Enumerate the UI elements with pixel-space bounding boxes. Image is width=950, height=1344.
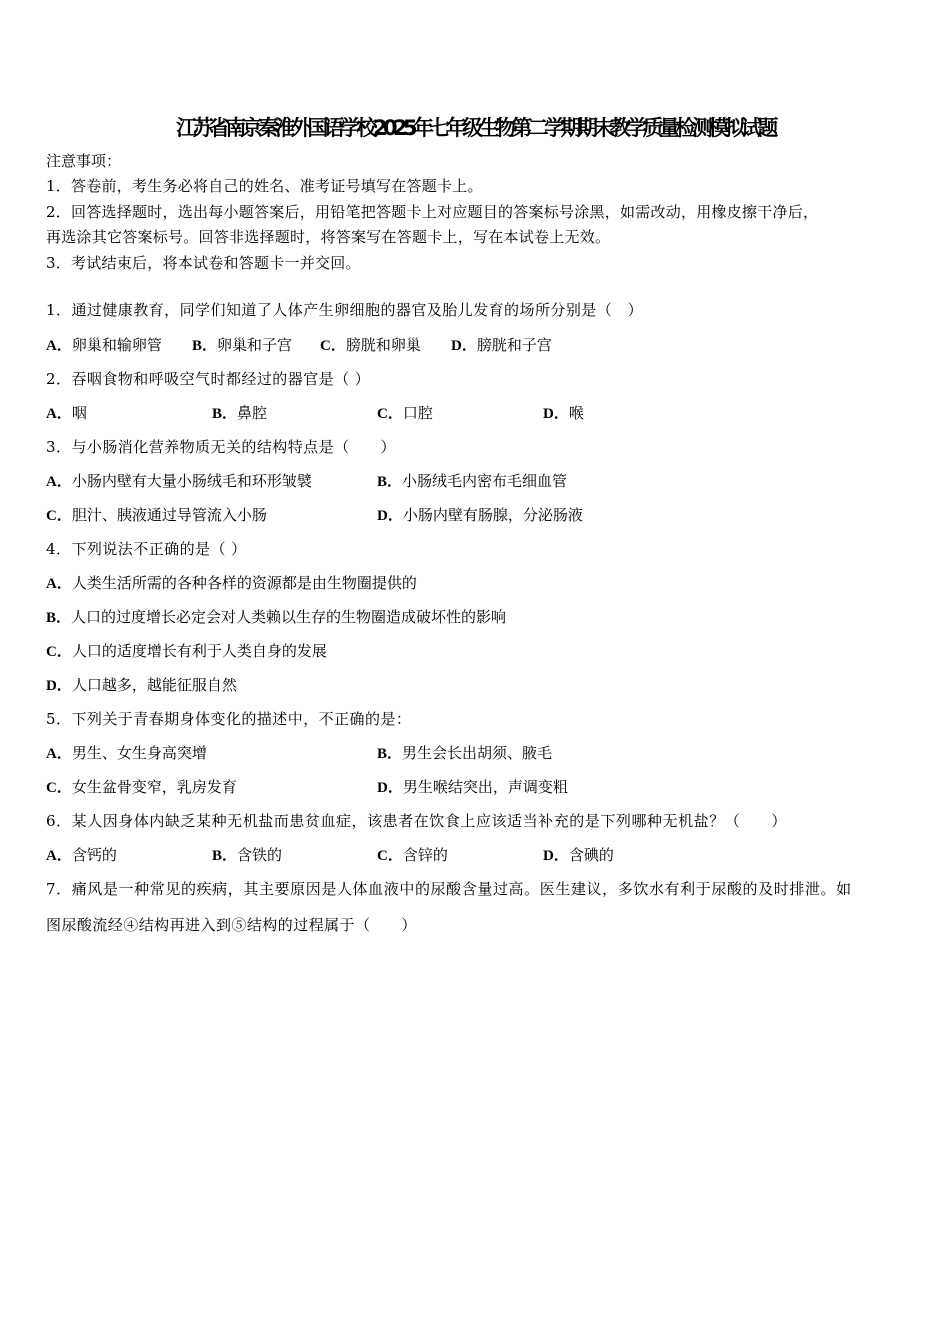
- notice-heading: 注意事项：: [46, 152, 122, 170]
- question-6-option-d: [543, 845, 614, 866]
- question-6-option-b: [212, 845, 282, 866]
- option-key: D．: [377, 780, 403, 796]
- option-text: 人口的适度增长有利于人类自身的发展: [71, 642, 327, 660]
- option-key: A．: [46, 746, 72, 762]
- question-4-option-b: [46, 607, 506, 628]
- question-2-option-b: [212, 403, 267, 424]
- option-key: D．: [377, 508, 403, 524]
- question-1-option-b: [192, 335, 292, 356]
- option-key: B．: [377, 746, 403, 762]
- notice-line: 1．答卷前，考生务必将自己的姓名、准考证号填写在答题卡上。: [46, 177, 483, 195]
- option-key: B．: [46, 610, 72, 626]
- option-text: 膀胱和子宫: [476, 336, 552, 354]
- option-text: 人口越多，越能征服自然: [71, 676, 237, 694]
- option-key: B．: [377, 474, 403, 490]
- exam-title: 江苏省南京秦淮外国语学校2025年七年级生物第二学期期末教学质量检测模拟试题: [176, 116, 774, 140]
- question-5-stem: 5．下列关于青春期身体变化的描述中，不正确的是：: [46, 710, 412, 728]
- option-key: D．: [451, 338, 477, 354]
- notice-line: 3．考试结束后，将本试卷和答题卡一并交回。: [46, 254, 361, 272]
- notice-line: 再选涂其它答案标号。回答非选择题时，将答案写在答题卡上，写在本试卷上无效。: [46, 228, 611, 246]
- option-text: 含锌的: [402, 846, 448, 864]
- question-4-stem: 4．下列说法不正确的是（ ）: [46, 540, 247, 558]
- option-text: 小肠内壁有肠腺，分泌肠液: [402, 506, 583, 524]
- question-6-stem: 6．某人因身体内缺乏某种无机盐而患贫血症，该患者在饮食上应该适当补充的是下列哪种无机盐？（ ）: [46, 812, 787, 830]
- option-text: 女生盆骨变窄，乳房发育: [71, 778, 237, 796]
- option-text: 鼻腔: [237, 404, 268, 422]
- option-text: 卵巢和输卵管: [71, 336, 162, 354]
- option-key: A．: [46, 848, 72, 864]
- option-key: C．: [46, 644, 72, 660]
- question-1-option-d: [451, 335, 552, 356]
- option-key: A．: [46, 576, 72, 592]
- question-3-option-c: [46, 505, 267, 526]
- option-text: 口腔: [402, 404, 433, 422]
- option-text: 胆汁、胰液通过导管流入小肠: [71, 506, 267, 524]
- option-key: B．: [212, 406, 238, 422]
- option-text: 小肠内壁有大量小肠绒毛和环形皱襞: [71, 472, 312, 490]
- option-key: A．: [46, 474, 72, 490]
- option-text: 含钙的: [71, 846, 117, 864]
- question-1-option-c: [320, 335, 421, 356]
- option-key: C．: [46, 508, 72, 524]
- option-key: C．: [320, 338, 346, 354]
- option-key: A．: [46, 406, 72, 422]
- question-5-option-b: [377, 743, 552, 764]
- notice-line: 2．回答选择题时，选出每小题答案后，用铅笔把答题卡上对应题目的答案标号涂黑，如需改动，用橡皮擦干净后，: [46, 203, 819, 221]
- question-3-option-a: [46, 471, 312, 492]
- option-key: C．: [46, 780, 72, 796]
- option-text: 人类生活所需的各种各样的资源都是由生物圈提供的: [71, 574, 417, 592]
- option-text: 膀胱和卵巢: [345, 336, 421, 354]
- option-text: 人口的过度增长必定会对人类赖以生存的生物圈造成破坏性的影响: [71, 608, 507, 626]
- option-key: C．: [377, 848, 403, 864]
- question-4-option-c: [46, 641, 327, 662]
- option-key: D．: [543, 406, 569, 422]
- question-3-stem: 3．与小肠消化营养物质无关的结构特点是（ ）: [46, 438, 396, 456]
- question-1-option-a: [46, 335, 162, 356]
- option-text: 小肠绒毛内密布毛细血管: [402, 472, 568, 490]
- question-7-stem-line: 图尿酸流经④结构再进入到⑤结构的过程属于（ ）: [46, 916, 417, 934]
- question-5-option-d: [377, 777, 568, 798]
- question-6-option-c: [377, 845, 448, 866]
- question-2-option-a: [46, 403, 87, 424]
- question-3-option-b: [377, 471, 567, 492]
- question-7-stem-line: 7．痛风是一种常见的疾病，其主要原因是人体血液中的尿酸含量过高。医生建议，多饮水有利于尿酸的及时排泄。如: [46, 880, 852, 898]
- option-text: 男生喉结突出，声调变粗: [402, 778, 568, 796]
- option-text: 卵巢和子宫: [217, 336, 293, 354]
- question-4-option-a: [46, 573, 417, 594]
- option-text: 喉: [568, 404, 584, 422]
- option-key: A．: [46, 338, 72, 354]
- option-text: 咽: [71, 404, 87, 422]
- option-key: C．: [377, 406, 403, 422]
- option-key: B．: [212, 848, 238, 864]
- option-text: 含碘的: [568, 846, 614, 864]
- option-key: D．: [543, 848, 569, 864]
- option-text: 男生会长出胡须、腋毛: [402, 744, 553, 762]
- question-3-option-d: [377, 505, 583, 526]
- question-2-option-c: [377, 403, 433, 424]
- option-text: 男生、女生身高突增: [71, 744, 207, 762]
- question-1-stem: 1．通过健康教育，同学们知道了人体产生卵细胞的器官及胎儿发育的场所分别是（ ）: [46, 301, 644, 319]
- option-text: 含铁的: [237, 846, 283, 864]
- question-5-option-a: [46, 743, 207, 764]
- option-key: B．: [192, 338, 218, 354]
- question-6-option-a: [46, 845, 117, 866]
- question-5-option-c: [46, 777, 237, 798]
- question-2-stem: 2．吞咽食物和呼吸空气时都经过的器官是（ ）: [46, 370, 371, 388]
- option-key: D．: [46, 678, 72, 694]
- question-2-option-d: [543, 403, 584, 424]
- question-4-option-d: [46, 675, 237, 696]
